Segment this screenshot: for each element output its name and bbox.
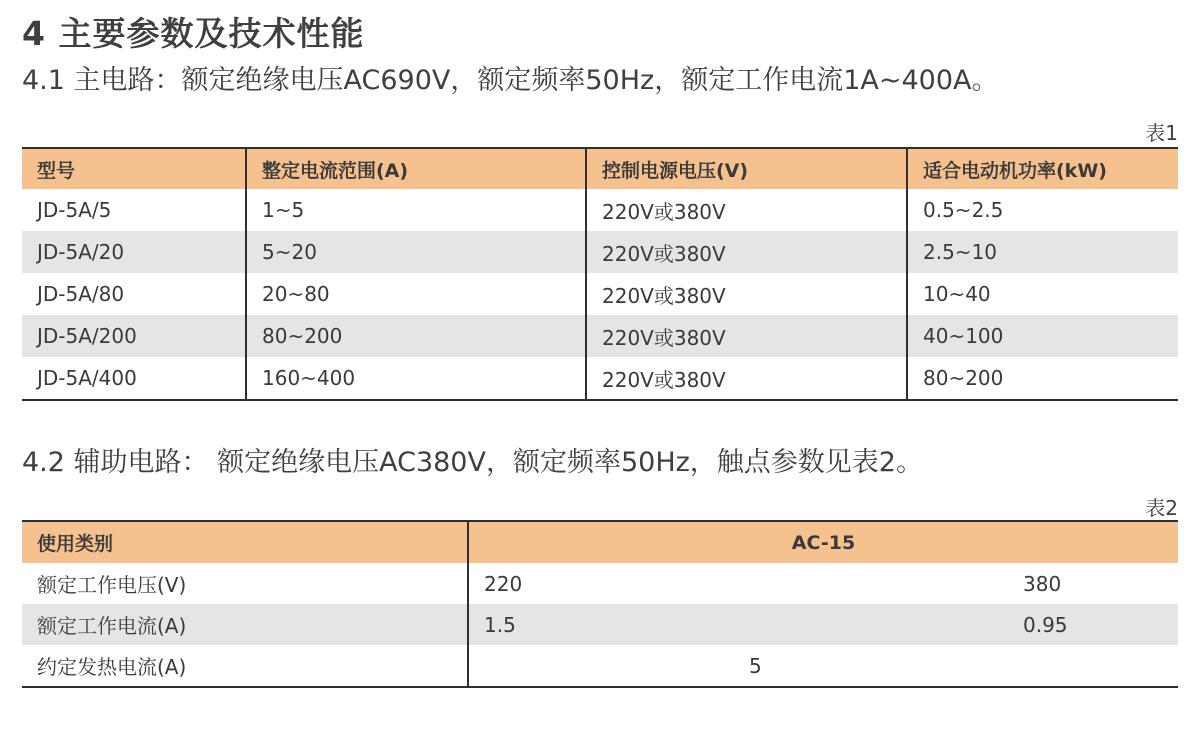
- table-row: [22, 315, 1178, 357]
- cell-value-220: 220: [468, 563, 1008, 604]
- cell-parameter: 额定工作电流(A): [22, 604, 468, 645]
- cell-motor-power: 2.5~10: [907, 231, 1178, 273]
- cell-current-range: 160~400: [246, 357, 586, 400]
- table2: [22, 520, 1178, 688]
- cell-model: JD-5A/20: [22, 231, 246, 273]
- aux-circuit-text: 4.2 辅助电路： 额定绝缘电压AC380V，额定频率50Hz，触点参数见表2。: [22, 447, 923, 478]
- header-model: 型号: [22, 148, 246, 189]
- cell-motor-power: 10~40: [907, 273, 1178, 315]
- table1: [22, 147, 1178, 401]
- table1-label: 表1: [1145, 121, 1178, 145]
- table2-header-row: [22, 521, 1178, 563]
- cell-control-voltage: 220V或380V: [586, 231, 907, 273]
- cell-parameter: 约定发热电流(A): [37, 655, 187, 679]
- cell-control-voltage: 220V或380V: [586, 189, 907, 231]
- header-control-voltage: 控制电源电压(V): [586, 148, 907, 189]
- cell-control-voltage: 220V或380V: [586, 315, 907, 357]
- cell-model: JD-5A/80: [37, 282, 125, 306]
- cell-value-380: 380: [1023, 571, 1062, 596]
- table-row: [22, 231, 1178, 273]
- cell-motor-power: 0.5~2.5: [907, 189, 1178, 231]
- cell-model: JD-5A/400: [37, 366, 137, 390]
- cell-model: JD-5A/200: [22, 315, 246, 357]
- cell-current-range: 5~20: [246, 231, 586, 273]
- cell-model: JD-5A/5: [37, 198, 112, 222]
- table-row: [22, 273, 1178, 315]
- header-ac15: AC-15: [468, 521, 1178, 563]
- table-row: [22, 604, 1178, 645]
- cell-value-thermal: 5: [468, 645, 1178, 687]
- cell-current-range: 20~80: [246, 273, 586, 315]
- cell-control-voltage: 220V或380V: [586, 357, 907, 400]
- cell-current-range: 80~200: [246, 315, 586, 357]
- cell-motor-power: 40~100: [907, 315, 1178, 357]
- header-current-range: 整定电流范围(A): [246, 148, 586, 189]
- table-row: [22, 189, 1178, 231]
- header-usage-category: 使用类别: [22, 521, 468, 563]
- header-motor-power: 适合电动机功率(kW): [907, 148, 1178, 189]
- cell-current-range: 1~5: [246, 189, 586, 231]
- table-row: [22, 563, 1178, 604]
- cell-value-220: 1.5: [468, 604, 1008, 645]
- main-circuit-text: 4.1 主电路：额定绝缘电压AC690V，额定频率50Hz，额定工作电流1A~400A。: [22, 65, 999, 96]
- cell-control-voltage: 220V或380V: [586, 273, 907, 315]
- table1-header-row: [22, 148, 1178, 189]
- table2-label: 表2: [1145, 496, 1178, 520]
- table-row: [22, 357, 1178, 400]
- cell-parameter: 额定工作电压(V): [37, 573, 187, 597]
- section-title: 4 主要参数及技术性能: [22, 14, 365, 53]
- cell-motor-power: 80~200: [907, 357, 1178, 400]
- cell-value-380: 0.95: [1008, 604, 1178, 645]
- table-row: [22, 645, 1178, 687]
